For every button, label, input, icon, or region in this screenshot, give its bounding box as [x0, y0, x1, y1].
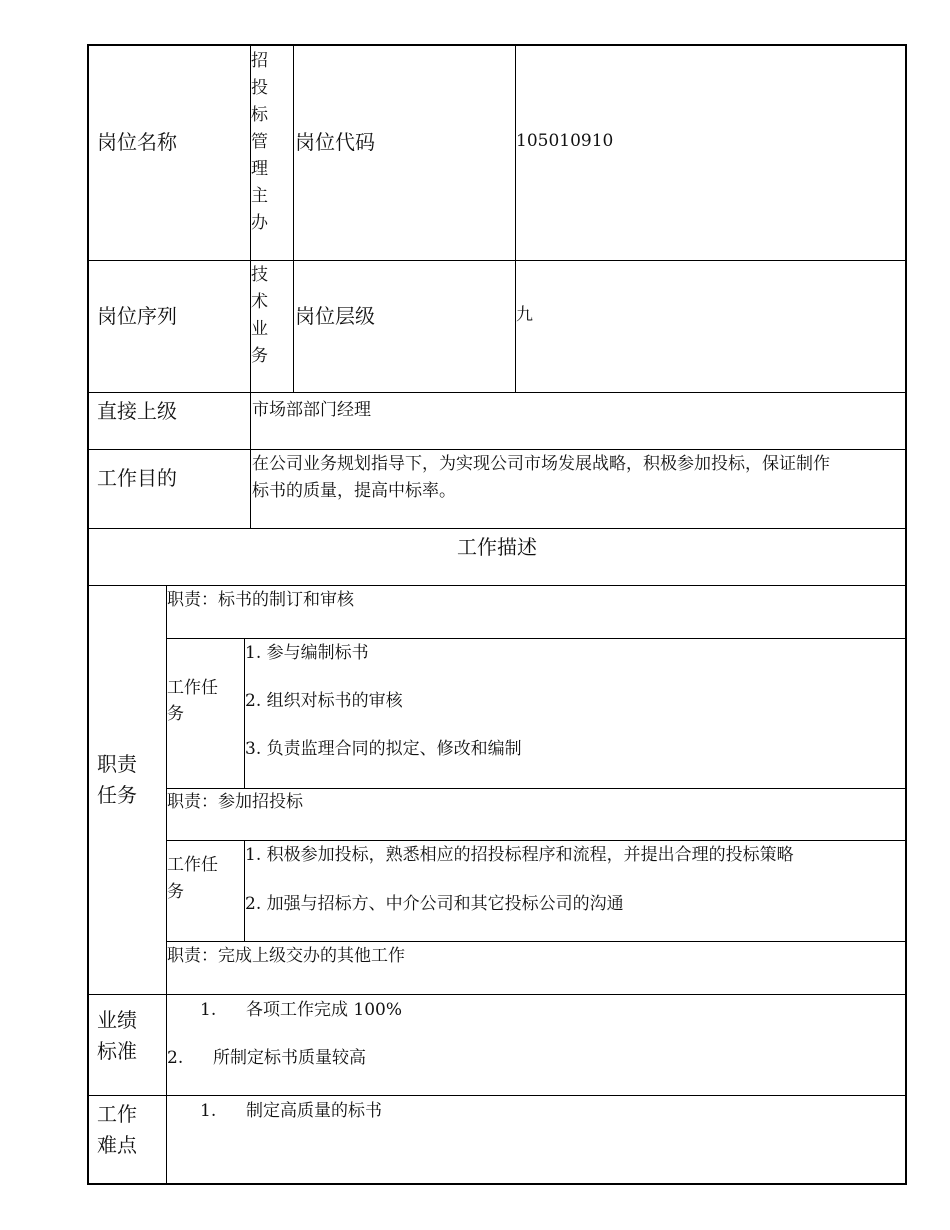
post-name-char: 招	[251, 51, 268, 71]
duty-title: 职责：完成上级交办的其他工作	[167, 946, 405, 966]
row-divider	[166, 638, 906, 639]
row-divider	[88, 994, 906, 995]
post-name-char: 主	[251, 186, 268, 206]
performance-item-text: 所制定标书质量较高	[213, 1048, 366, 1068]
post-level-label: 岗位层级	[295, 304, 375, 328]
task-label-line2: 务	[167, 882, 184, 902]
row-divider	[88, 528, 906, 529]
task-item: 1. 积极参加投标，熟悉相应的招投标程序和流程，并提出合理的投标策略	[245, 845, 794, 865]
row-divider	[88, 1095, 906, 1096]
duties-label-line2: 任务	[97, 783, 137, 807]
task-item: 2. 加强与招标方、中介公司和其它投标公司的沟通	[245, 894, 624, 914]
row-divider	[166, 788, 906, 789]
duty-title: 职责：参加招投标	[167, 792, 303, 812]
post-series-char: 术	[251, 292, 268, 312]
task-label-line1: 工作任	[167, 678, 218, 698]
post-code-label: 岗位代码	[295, 130, 375, 154]
performance-item-number: 1.	[200, 1000, 217, 1020]
performance-label-line2: 标准	[97, 1039, 137, 1063]
table-border-top	[88, 44, 907, 46]
col-divider	[293, 45, 294, 393]
task-item: 1. 参与编制标书	[245, 643, 369, 663]
difficulty-item-number: 1.	[200, 1101, 217, 1121]
difficulty-label-line2: 难点	[97, 1133, 137, 1157]
post-name-label: 岗位名称	[97, 130, 177, 154]
difficulty-label-line1: 工作	[97, 1102, 137, 1126]
row-divider	[88, 585, 906, 586]
task-label-line1: 工作任	[167, 855, 218, 875]
task-item: 2. 组织对标书的审核	[245, 691, 403, 711]
post-series-label: 岗位序列	[97, 304, 177, 328]
duties-label-line1: 职责	[97, 752, 137, 776]
row-divider	[88, 392, 906, 393]
post-level-value: 九	[516, 305, 533, 325]
post-series-char: 业	[251, 319, 268, 339]
post-series-value	[251, 262, 271, 370]
post-name-value	[251, 48, 271, 237]
section-title-work-description: 工作描述	[457, 535, 537, 559]
task-item: 3. 负责监理合同的拟定、修改和编制	[245, 739, 522, 759]
row-divider	[88, 260, 906, 261]
post-series-char: 务	[251, 346, 268, 366]
table-border-right	[905, 44, 907, 1185]
post-name-char: 管	[251, 132, 268, 152]
performance-item-text: 各项工作完成 100%	[246, 1000, 403, 1020]
col-divider	[515, 45, 516, 393]
table-border-bottom	[88, 1183, 907, 1185]
supervisor-label: 直接上级	[97, 399, 177, 423]
purpose-text-line2: 标书的质量，提高中标率。	[252, 481, 456, 501]
purpose-label: 工作目的	[97, 466, 177, 490]
post-name-char: 标	[251, 105, 268, 125]
purpose-text-line1: 在公司业务规划指导下，为实现公司市场发展战略，积极参加投标，保证制作	[252, 454, 830, 474]
supervisor-value: 市场部部门经理	[252, 400, 371, 420]
post-series-char: 技	[251, 265, 268, 285]
task-label-line2: 务	[167, 704, 184, 724]
performance-label-line1: 业绩	[97, 1008, 137, 1032]
row-divider	[166, 840, 906, 841]
row-divider	[88, 449, 906, 450]
post-name-char: 办	[251, 213, 268, 233]
post-name-char: 理	[251, 159, 268, 179]
table-border-left	[87, 44, 89, 1185]
row-divider	[166, 941, 906, 942]
duty-title: 职责：标书的制订和审核	[167, 590, 354, 610]
difficulty-item-text: 制定高质量的标书	[246, 1101, 382, 1121]
post-code-value: 105010910	[516, 131, 614, 151]
post-name-char: 投	[251, 78, 268, 98]
performance-item-number: 2.	[167, 1048, 184, 1068]
